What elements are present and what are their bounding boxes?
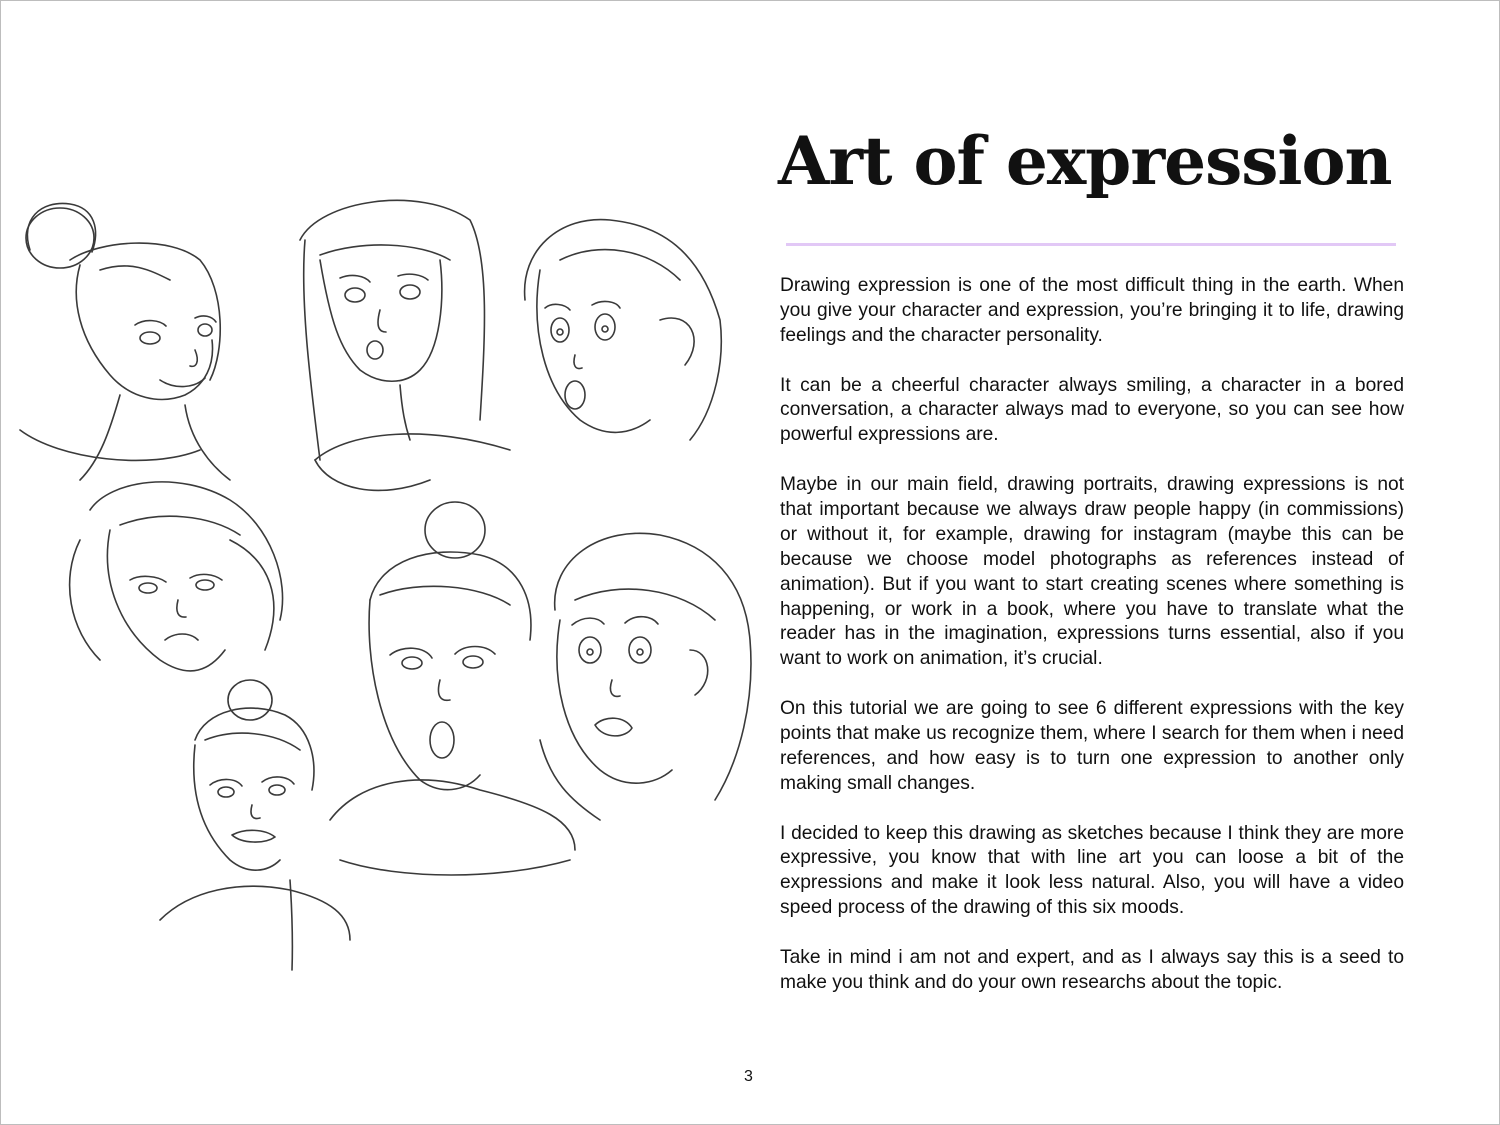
- smiling-face-sketch: [20, 203, 230, 480]
- body-text: [780, 274, 1404, 1021]
- paragraph: It can be a cheerful character always smiling, a character in a bored conversation, a character always mad to everyone, so you can see how powerful expressions are.: [780, 374, 1404, 446]
- paragraph: Take in mind i am not and expert, and as I always say this is a seed to make you think and do your own researchs about the topic.: [780, 946, 1404, 993]
- paragraph: Maybe in our main field, drawing portraits, drawing expressions is not that important because we always draw people happy (in commissions) or without it, for example, drawing for instagram (maybe this can be because we choose model photographs as references instead of animation). But if you want to start creating scenes where something is happening, or work in a book, where you have to translate what the reader has in the imagination, expressions turns essential, also if you want to work on animation, it’s crucial.: [780, 474, 1404, 670]
- title-divider: [786, 243, 1396, 246]
- paragraph: I decided to keep this drawing as sketches because I think they are more expressive, you know that with line art you can loose a bit of the expressions and make it look less natural. Also, you will have a video speed process of the drawing of this six moods.: [780, 822, 1404, 919]
- paragraph: Drawing expression is one of the most difficult thing in the earth. When you give your character and expression, you’re bringing it to life, drawing feelings and the character personality.: [780, 275, 1404, 346]
- expression-sketches: [0, 180, 760, 980]
- grimacing-face-sketch: [160, 680, 350, 970]
- sad-face-sketch: [300, 200, 510, 490]
- scared-face-sketch: [540, 533, 751, 820]
- angry-face-sketch: [330, 502, 575, 875]
- paragraph: On this tutorial we are going to see 6 different expressions with the key points that make us recognize them, where I search for them when i need references, and how easy is to turn one expression to another only making small changes.: [780, 698, 1404, 794]
- page-number: 3: [744, 1068, 753, 1085]
- surprised-face-sketch: [525, 220, 722, 440]
- page-title: Art of expression: [778, 122, 1392, 200]
- annoyed-face-sketch: [70, 482, 283, 671]
